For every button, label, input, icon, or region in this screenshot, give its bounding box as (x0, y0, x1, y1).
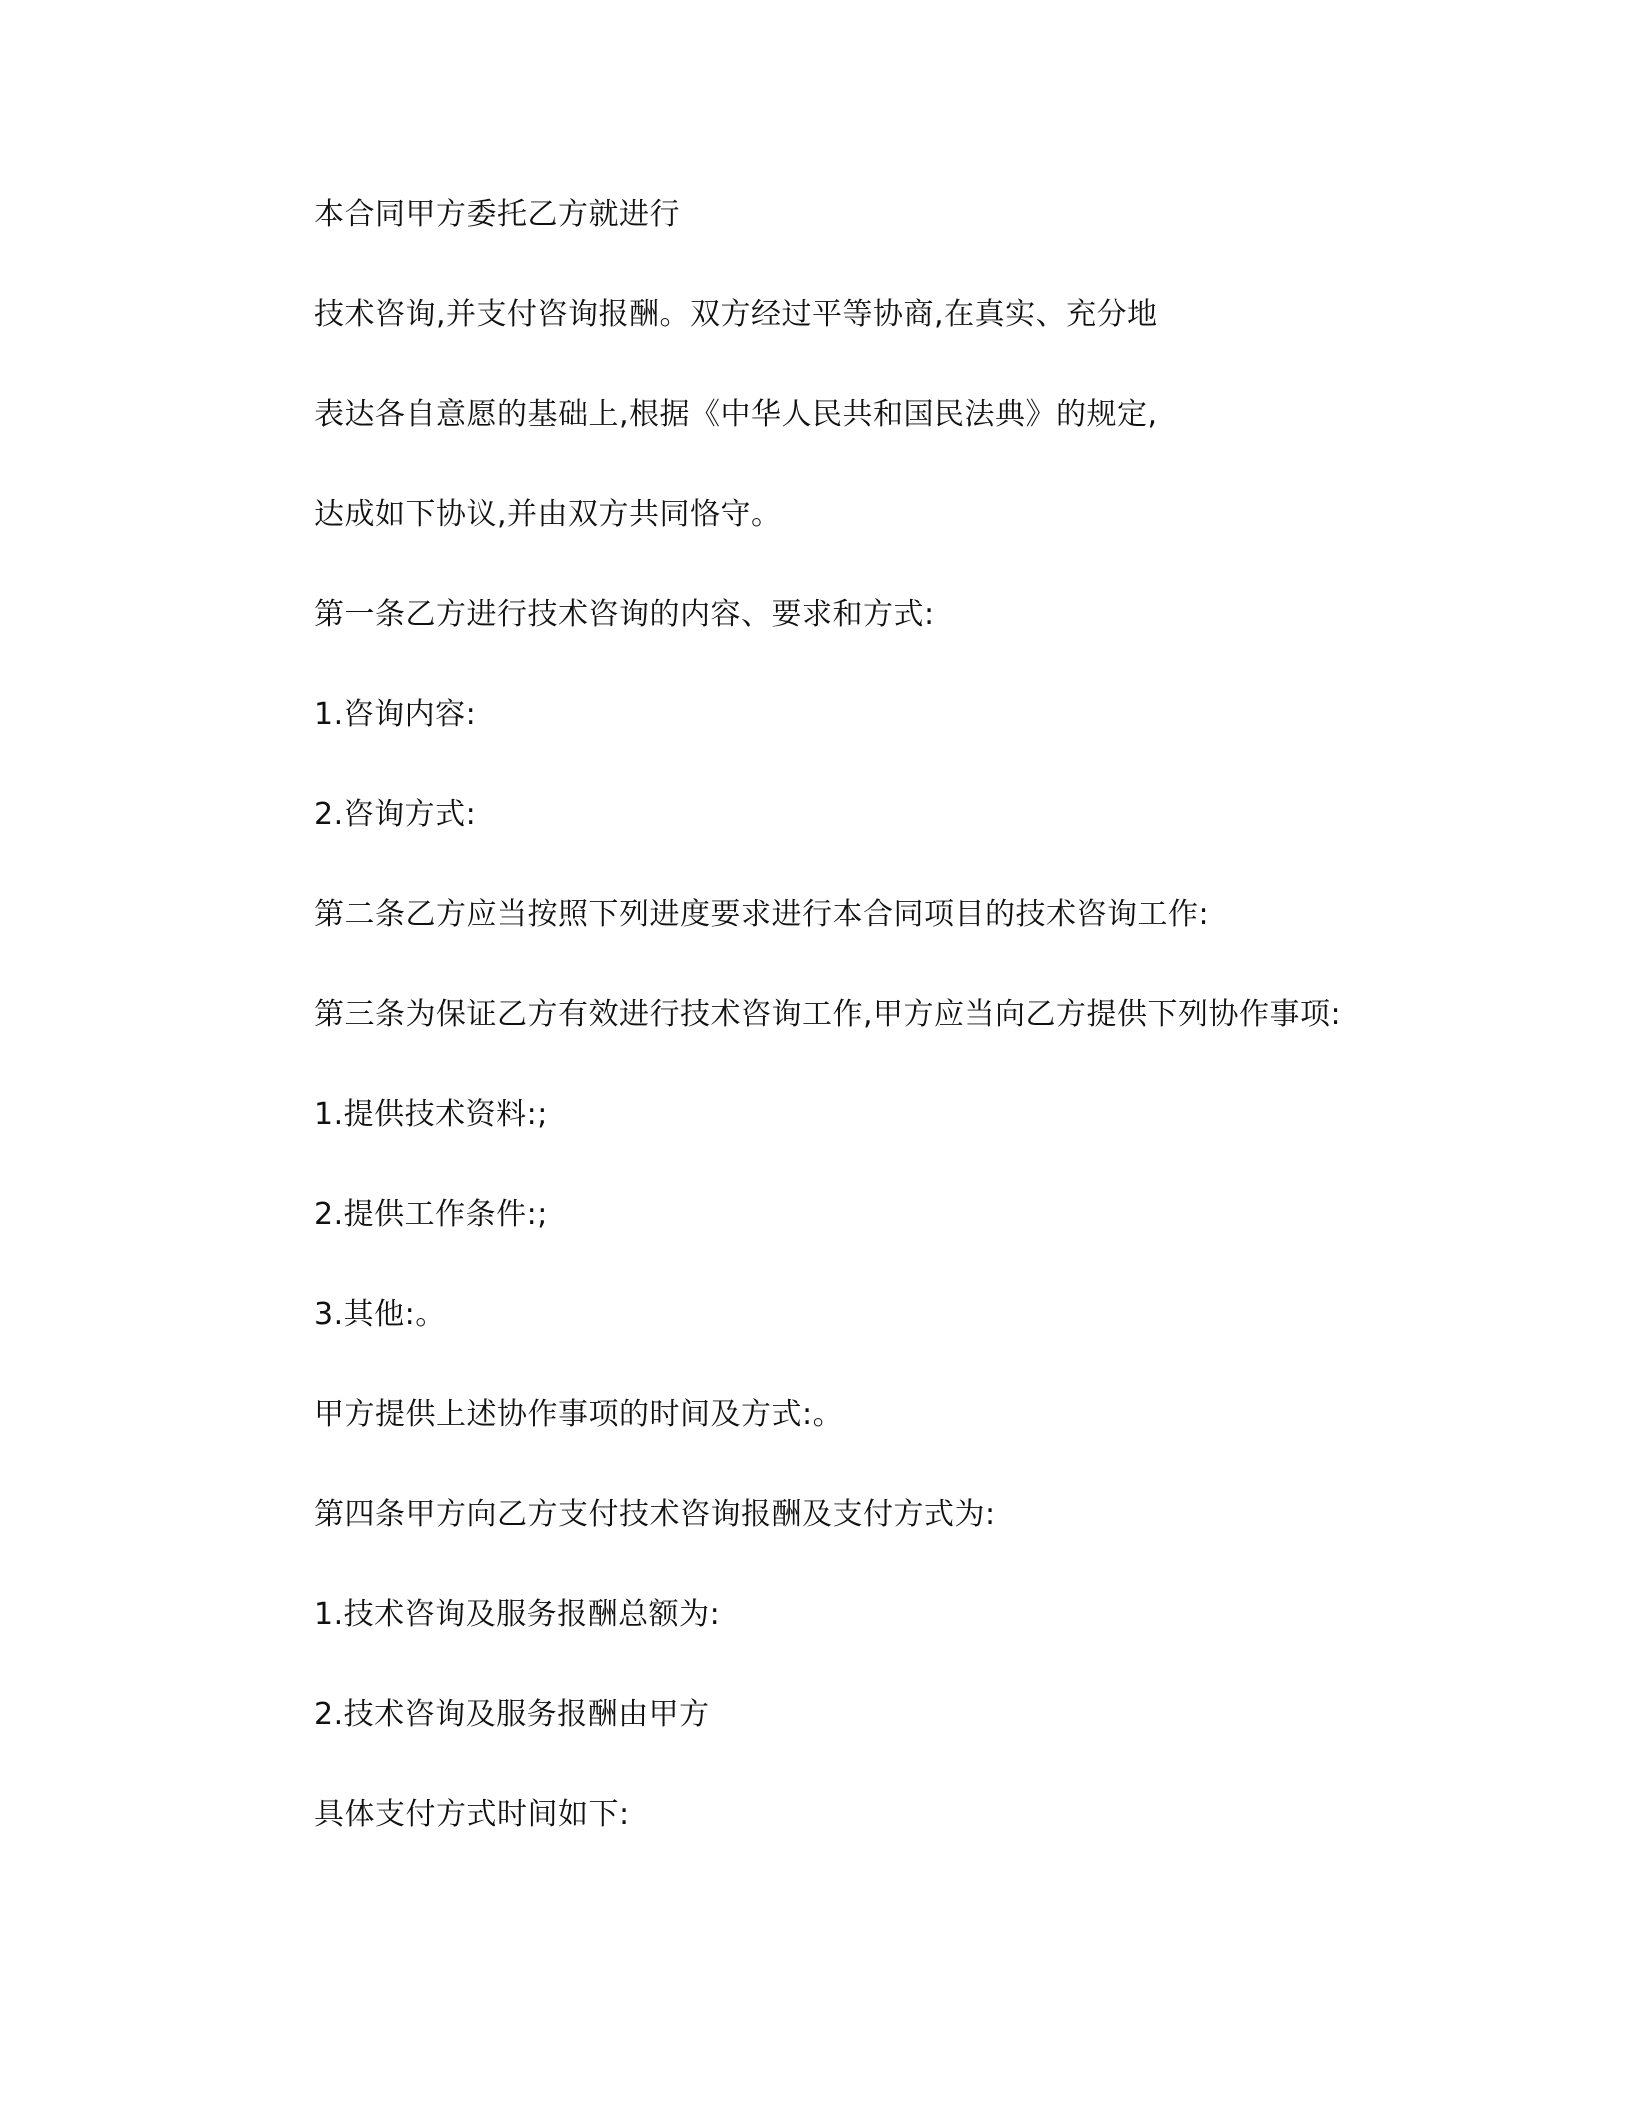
article-1-item-1: 1.咨询内容: (314, 697, 477, 732)
article-4-item-1: 1.技术咨询及服务报酬总额为: (314, 1597, 721, 1632)
article-3-item-2: 2.提供工作条件:; (314, 1197, 548, 1232)
contract-preamble-line-3: 表达各自意愿的基础上,根据《中华人民共和国民法典》的规定, (314, 397, 1158, 432)
article-1-item-2: 2.咨询方式: (314, 797, 477, 832)
article-3-timing: 甲方提供上述协作事项的时间及方式:。 (314, 1397, 844, 1432)
contract-preamble-line-4: 达成如下协议,并由双方共同恪守。 (314, 497, 782, 532)
article-2-heading: 第二条乙方应当按照下列进度要求进行本合同项目的技术咨询工作: (314, 897, 1210, 932)
contract-preamble-line-1: 本合同甲方委托乙方就进行 (314, 197, 680, 232)
article-3-item-3: 3.其他:。 (314, 1297, 446, 1332)
contract-preamble-line-2: 技术咨询,并支付咨询报酬。双方经过平等协商,在真实、充分地 (314, 297, 1158, 332)
article-1-heading: 第一条乙方进行技术咨询的内容、要求和方式: (314, 597, 935, 632)
article-3-item-1: 1.提供技术资料:; (314, 1097, 548, 1132)
article-3-heading: 第三条为保证乙方有效进行技术咨询工作,甲方应当向乙方提供下列协作事项: (314, 997, 1342, 1032)
article-4-payment-schedule: 具体支付方式时间如下: (314, 1797, 630, 1832)
article-4-item-2: 2.技术咨询及服务报酬由甲方 (314, 1697, 710, 1732)
article-4-heading: 第四条甲方向乙方支付技术咨询报酬及支付方式为: (314, 1497, 996, 1532)
